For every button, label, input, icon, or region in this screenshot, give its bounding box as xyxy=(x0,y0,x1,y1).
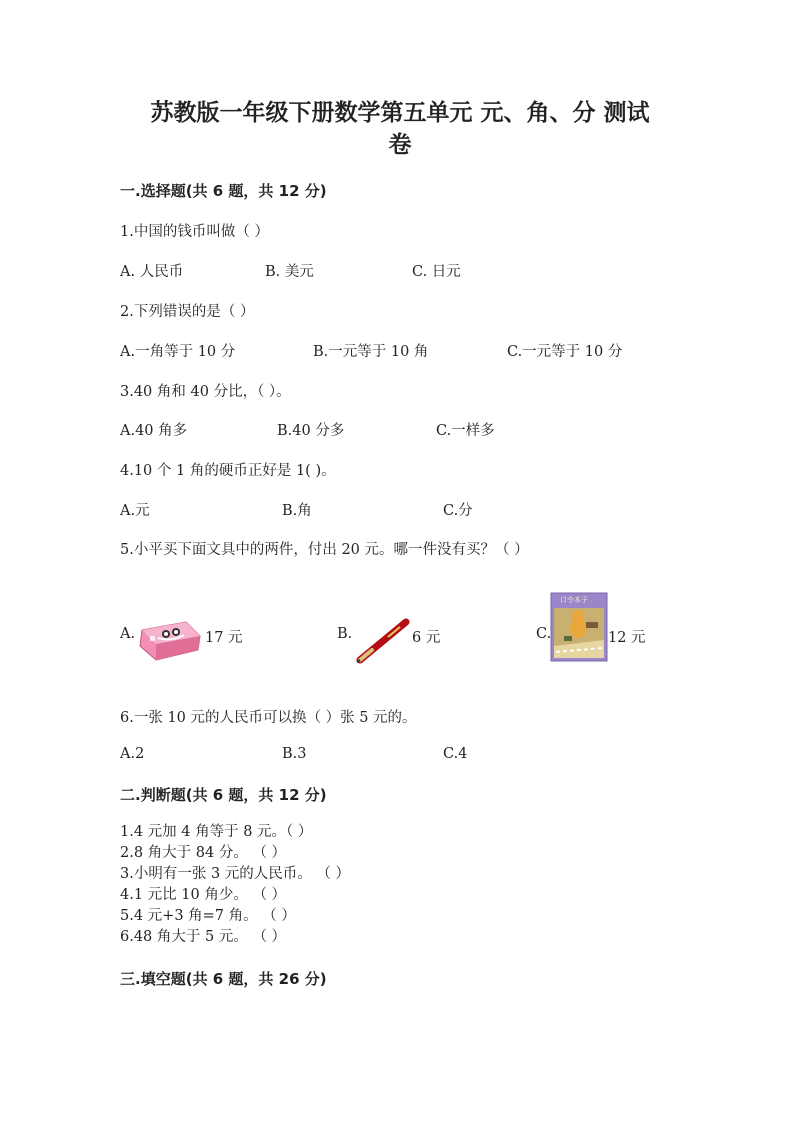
question-3-stem: 3.40 角和 40 分比，（ ）。 xyxy=(120,384,291,400)
question-4-option-b: B.角 xyxy=(282,503,312,519)
page-title-line2: 卷 xyxy=(388,131,412,158)
question-2-option-c: C.一元等于 10 分 xyxy=(507,344,623,360)
question-1-stem: 1.中国的钱币叫做（ ） xyxy=(120,224,269,240)
question-4-stem: 4.10 个 1 角的硬币正好是 1( )。 xyxy=(120,463,336,479)
question-5-option-b-letter: B. xyxy=(337,626,353,642)
question-5-option-c-letter: C. xyxy=(536,626,552,642)
question-3-option-c: C.一样多 xyxy=(436,423,495,439)
page-title-line1: 苏教版一年级下册数学第五单元 元、角、分 测试 xyxy=(150,99,650,126)
question-1-option-b: B. 美元 xyxy=(265,264,314,280)
notebook-image xyxy=(550,592,608,662)
question-5-option-b-price: 6 元 xyxy=(412,630,441,646)
question-6-option-a: A.2 xyxy=(120,746,145,762)
question-6-option-b: B.3 xyxy=(282,746,307,762)
true-false-item-1: 1.4 元加 4 角等于 8 元。（ ） xyxy=(120,824,313,840)
pen-image xyxy=(352,612,412,664)
question-3-option-b: B.40 分多 xyxy=(277,423,345,439)
pencil-case-image xyxy=(136,614,204,664)
question-3-option-a: A.40 角多 xyxy=(120,423,188,439)
question-5-option-c-price: 12 元 xyxy=(608,630,646,646)
question-5-option-a-letter: A. xyxy=(120,626,136,642)
section-heading-choice: 一.选择题(共 6 题，共 12 分) xyxy=(120,182,327,200)
true-false-item-6: 6.48 角大于 5 元。 （ ） xyxy=(120,929,287,945)
question-4-option-c: C.分 xyxy=(443,503,473,519)
true-false-item-2: 2.8 角大于 84 分。 （ ） xyxy=(120,845,287,861)
true-false-item-4: 4.1 元比 10 角少。 （ ） xyxy=(120,887,287,903)
true-false-item-3: 3.小明有一张 3 元的人民币。 （ ） xyxy=(120,866,350,882)
question-1-option-c: C. 日元 xyxy=(412,264,461,280)
question-2-option-b: B.一元等于 10 角 xyxy=(313,344,429,360)
section-heading-true-false: 二.判断题(共 6 题，共 12 分) xyxy=(120,786,327,804)
true-false-item-5: 5.4 元+3 角=7 角。 （ ） xyxy=(120,908,296,924)
section-heading-fill-in: 三.填空题(共 6 题，共 26 分) xyxy=(120,970,327,988)
question-5-stem: 5.小平买下面文具中的两件，付出 20 元。哪一件没有买？（ ） xyxy=(120,542,529,558)
question-2-stem: 2.下列错误的是（ ） xyxy=(120,304,255,320)
question-6-stem: 6.一张 10 元的人民币可以换（ ）张 5 元的。 xyxy=(120,710,417,726)
question-4-option-a: A.元 xyxy=(120,503,150,519)
question-1-option-a: A. 人民币 xyxy=(120,264,184,280)
notebook-cover-text: 口令本子 xyxy=(560,596,588,604)
question-6-option-c: C.4 xyxy=(443,746,468,762)
question-5-option-a-price: 17 元 xyxy=(205,630,243,646)
question-2-option-a: A.一角等于 10 分 xyxy=(120,344,236,360)
